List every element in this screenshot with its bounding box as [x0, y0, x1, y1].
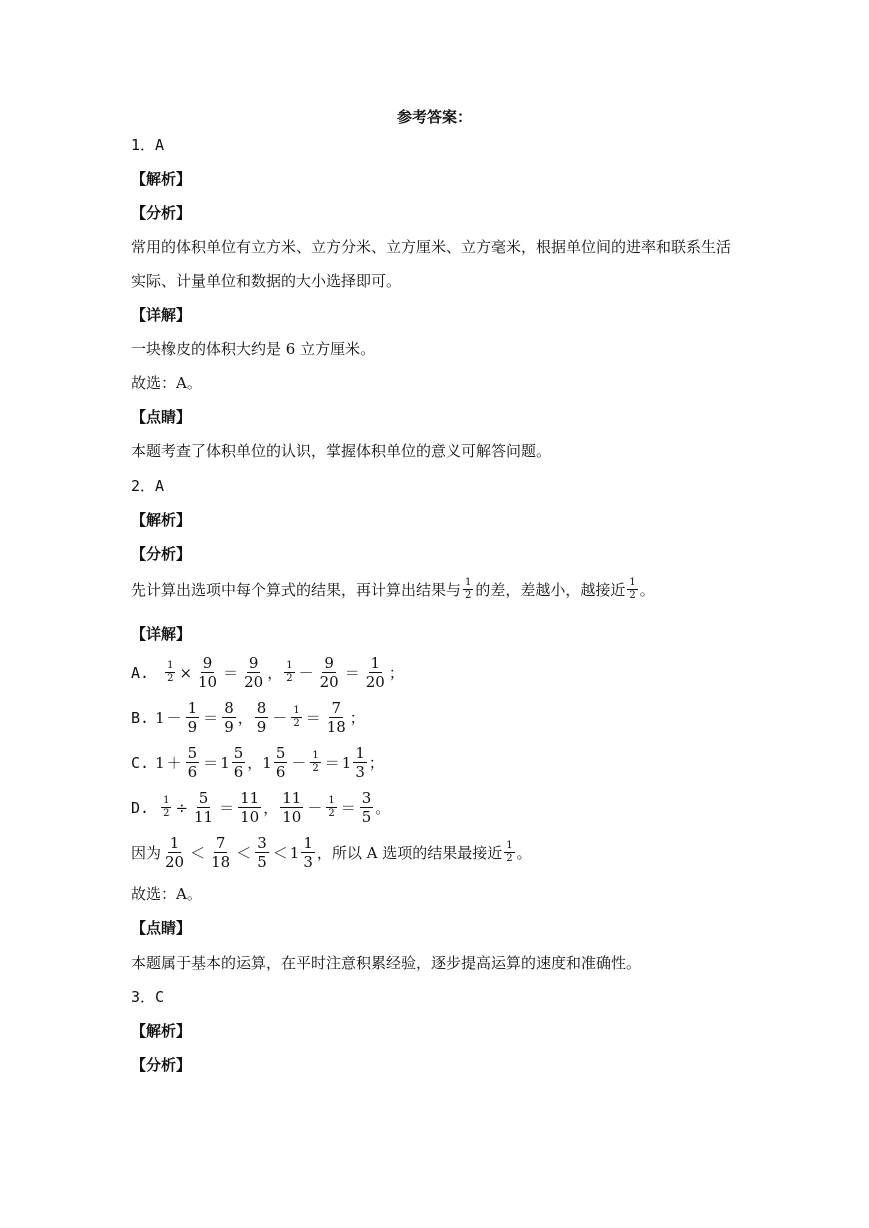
half-fraction: 1 2 — [286, 660, 293, 684]
q2-number: 2．A — [131, 477, 165, 495]
q1-fenxi-heading: 【分析】 — [131, 204, 192, 222]
q1-xiangjie-heading: 【详解】 — [131, 306, 192, 324]
half-fraction: $\frac{1}{2}$ — [163, 795, 170, 819]
half-fraction: 1 2 — [328, 795, 335, 819]
q3-fenxi-heading: 【分析】 — [131, 1056, 192, 1074]
q1-jiexi-heading: 【解析】 — [131, 170, 192, 188]
q2-line-a: A. $\frac{1}{2}$ × $\frac{9}{10}$ ＝ 9 20 ， 1 2 － 9 20 ＝ 1 20 ； — [131, 654, 404, 691]
q1-dianjing-text: 本题考查了体积单位的认识，掌握体积单位的意义可解答问题。 — [131, 442, 552, 460]
half-fraction: 1 2 — [465, 577, 472, 601]
q2-fenxi-part2: 的差，差越小，越接近 — [475, 581, 626, 599]
q2-compare-line: 因为 1 20 ＜ 7 18 ＜ 3 5 ＜ 1 1 3 ，所以 A 选项的结果最接近 1 2 。 — [131, 834, 532, 871]
fraction: 5 6 — [233, 744, 244, 781]
option-label: C. — [131, 753, 150, 772]
fraction: $\frac{9}{10}$ — [198, 654, 218, 691]
q2-line-b: B. 1 － 1 9 ＝ 8 9 ， 8 9 － 1 2 ＝ 7 18 ； — [131, 699, 365, 736]
q1-answer: 故选：A。 — [131, 374, 202, 392]
half-fraction: 1 2 — [312, 750, 319, 774]
q2-dianjing-text: 本题属于基本的运算，在平时注意积累经验，逐步提高运算的速度和准确性。 — [131, 954, 642, 972]
q2-dianjing-heading: 【点睛】 — [131, 919, 192, 937]
fraction: 5 6 — [187, 744, 198, 781]
q2-line-c: C. 1 ＋ 5 6 ＝ 1 5 6 ， 1 5 6 － 1 2 ＝ 1 1 3 ； — [131, 744, 384, 781]
fraction: 11 10 — [282, 789, 302, 826]
q1-fenxi-text-1: 常用的体积单位有立方米、立方分米、立方厘米、立方毫米，根据单位间的进率和联系生活 — [131, 238, 732, 256]
fraction: 11 10 — [240, 789, 260, 826]
q1-dianjing-heading: 【点睛】 — [131, 408, 192, 426]
q1-fenxi-text-2: 实际、计量单位和数据的大小选择即可。 — [131, 272, 402, 290]
fraction: 3 5 — [257, 834, 267, 871]
option-label: B. — [131, 708, 150, 727]
q3-jiexi-heading: 【解析】 — [131, 1022, 192, 1040]
fraction: 1 9 — [187, 699, 198, 736]
q2-fenxi-part3: 。 — [639, 581, 655, 599]
q2-answer: 故选：A。 — [131, 885, 202, 903]
option-label: D. — [131, 798, 150, 817]
q1-xiangjie-text: 一块橡皮的体积大约是 6 立方厘米。 — [131, 340, 376, 358]
fraction: 7 18 — [326, 699, 346, 736]
q2-jiexi-heading: 【解析】 — [131, 511, 192, 529]
fraction: $\frac{5}{11}$ — [194, 789, 214, 826]
fraction: 1 3 — [303, 834, 313, 871]
q2-fenxi-part1: 先计算出选项中每个算式的结果，再计算出结果与 — [131, 581, 462, 599]
fraction: 1 3 — [355, 744, 365, 781]
q1-number: 1．A — [131, 136, 165, 154]
q2-xiangjie-heading: 【详解】 — [131, 625, 192, 643]
q2-line-d: D. $\frac{1}{2}$ ÷ $\frac{5}{11}$ ＝ 11 10 ， 11 10 － 1 2 ＝ 3 5 。 — [131, 789, 391, 826]
half-fraction: 1 2 — [629, 577, 636, 601]
fraction: 8 9 — [256, 699, 267, 736]
q3-number: 3．C — [131, 988, 165, 1006]
option-label: A. — [131, 663, 150, 682]
fraction: 8 9 — [224, 699, 234, 736]
fraction: 3 5 — [361, 789, 372, 826]
fraction: 7 18 — [211, 834, 231, 871]
fraction: 5 6 — [275, 744, 286, 781]
half-fraction: 1 2 — [506, 840, 513, 864]
fraction: 9 20 — [319, 654, 339, 691]
page-title: 参考答案： — [396, 108, 472, 126]
fraction: 1 20 — [365, 654, 385, 691]
half-fraction: 1 2 — [293, 705, 300, 729]
q2-fenxi-text — [131, 577, 655, 602]
fraction: 1 20 — [165, 834, 185, 871]
fraction: 9 20 — [244, 654, 264, 691]
half-fraction: $\frac{1}{2}$ — [167, 660, 174, 684]
q2-fenxi-heading: 【分析】 — [131, 545, 192, 563]
